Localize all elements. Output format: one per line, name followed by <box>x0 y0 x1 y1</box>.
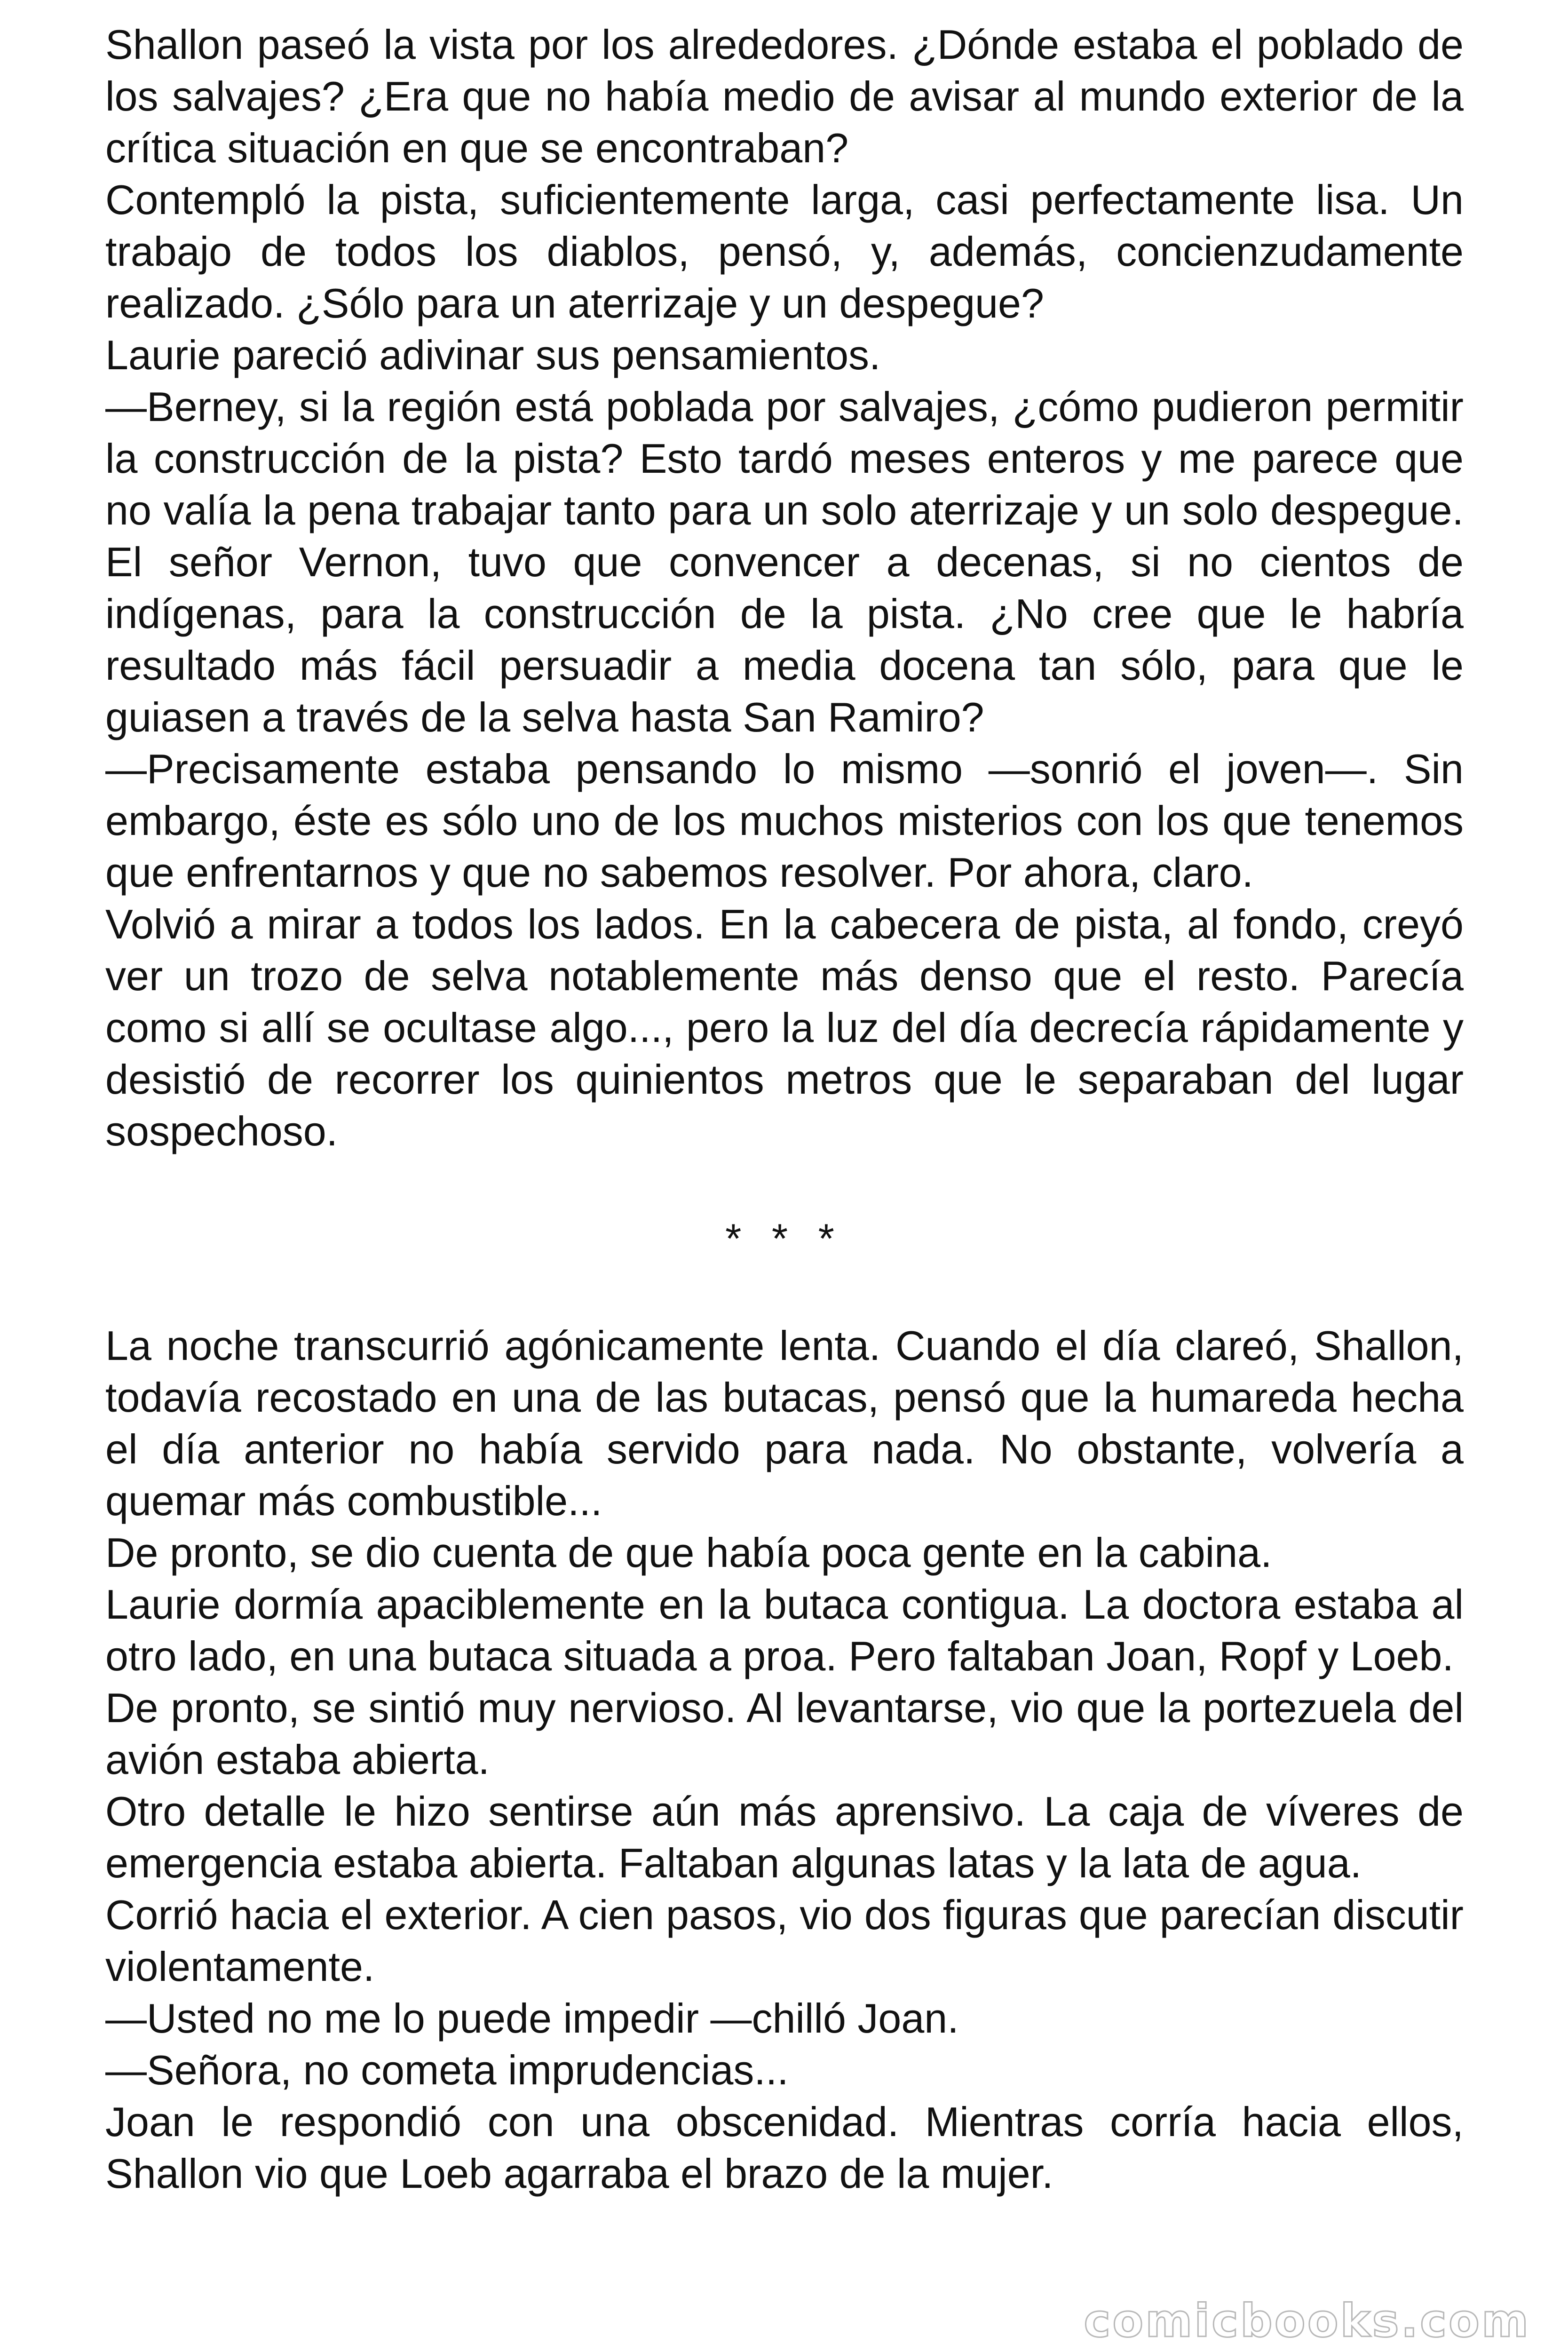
paragraph: Contempló la pista, suficientemente larga, casi perfectamente lisa. Un trabajo de todos los diablos, pensó, y, además, concienzudamente realizado. ¿Sólo para un aterrizaje y un despegue? <box>105 176 1464 326</box>
paragraph: —Señora, no cometa imprudencias... <box>105 2047 789 2093</box>
paragraph: Otro detalle le hizo sentirse aún más aprensivo. La caja de víveres de emergencia estaba abierta. Faltaban algunas latas y la lata de agua. <box>105 1788 1464 1886</box>
paragraph: Shallon paseó la vista por los alrededores. ¿Dónde estaba el poblado de los salvajes? ¿Era que no había medio de avisar al mundo exterior de la crítica situación en que se encontraban? <box>105 21 1464 171</box>
section-one <box>105 19 1464 1157</box>
paragraph: La noche transcurrió agónicamente lenta. Cuando el día clareó, Shallon, todavía recostado en una de las butacas, pensó que la humareda hecha el día anterior no había servido para nada. No obstante, volvería a quemar más combustible... <box>105 1322 1464 1524</box>
watermark: comicbooks.com <box>1084 2295 1530 2347</box>
paragraph: Volvió a mirar a todos los lados. En la cabecera de pista, al fondo, creyó ver un trozo de selva notablemente más denso que el resto. Parecía como si allí se ocultase algo..., pero la luz del día decrecía rápidamente y desistió de recorrer los quinientos metros que le separaban del lugar sospechoso. <box>105 901 1464 1154</box>
paragraph: De pronto, se sintió muy nervioso. Al levantarse, vio que la portezuela del avión estaba abierta. <box>105 1685 1464 1783</box>
paragraph: Laurie pareció adivinar sus pensamientos. <box>105 332 881 378</box>
paragraph: —Usted no me lo puede impedir —chilló Joan. <box>105 1995 959 2042</box>
scene-separator: * * * <box>725 1215 844 1262</box>
page-body <box>105 19 1464 2200</box>
paragraph: —Berney, si la región está poblada por salvajes, ¿cómo pudieron permitir la construcción de la pista? Esto tardó meses enteros y me parece que no valía la pena trabajar tanto para un solo aterrizaje y un solo despegue. El señor Vernon, tuvo que convencer a decenas, si no cientos de indígenas, para la construcción de la pista. ¿No cree que le habría resultado más fácil persuadir a media docena tan sólo, para que le guiasen a través de la selva hasta San Ramiro? <box>105 383 1464 740</box>
section-two <box>105 1320 1464 2200</box>
paragraph: Corrió hacia el exterior. A cien pasos, vio dos figuras que parecían discutir violentamente. <box>105 1891 1464 1990</box>
paragraph: —Precisamente estaba pensando lo mismo —sonrió el joven—. Sin embargo, éste es sólo uno de los muchos misterios con los que tenemos que enfrentarnos y que no sabemos resolver. Por ahora, claro. <box>105 746 1464 896</box>
paragraph: Joan le respondió con una obscenidad. Mientras corría hacia ellos, Shallon vio que Loeb agarraba el brazo de la mujer. <box>105 2098 1464 2197</box>
paragraph: Laurie dormía apaciblemente en la butaca contigua. La doctora estaba al otro lado, en una butaca situada a proa. Pero faltaban Joan, Ropf y Loeb. <box>105 1581 1464 1679</box>
paragraph: De pronto, se dio cuenta de que había poca gente en la cabina. <box>105 1529 1272 1576</box>
